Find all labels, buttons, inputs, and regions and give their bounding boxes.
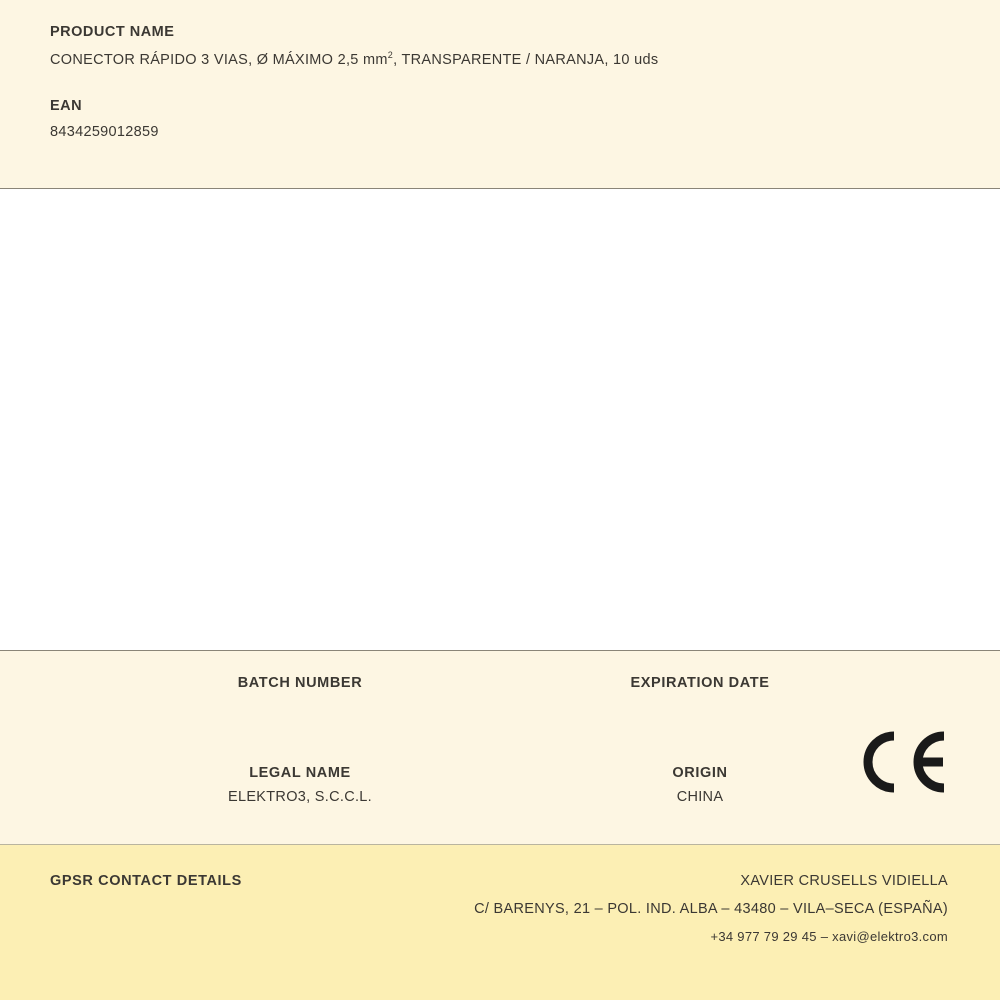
origin-value: CHINA bbox=[676, 789, 724, 805]
batch-number-label: BATCH NUMBER bbox=[237, 675, 363, 691]
spacer bbox=[50, 68, 950, 98]
gpsr-contact-phone-email: +34 977 79 29 45 – xavi@elektro3.com bbox=[710, 929, 948, 944]
gpsr-footer bbox=[0, 845, 1000, 1000]
ce-mark-icon bbox=[856, 729, 948, 795]
legal-name-field bbox=[100, 765, 500, 805]
ean-value: 8434259012859 bbox=[50, 123, 159, 140]
gpsr-contact-address: C/ BARENYS, 21 – POL. IND. ALBA – 43480 – VILA–SECA (ESPAÑA) bbox=[474, 901, 948, 917]
origin-label: ORIGIN bbox=[672, 765, 728, 781]
product-name-text-post: , TRANSPARENTE / NARANJA, 10 uds bbox=[393, 51, 659, 68]
product-image-area bbox=[0, 189, 1000, 651]
legal-origin-row bbox=[100, 765, 900, 805]
legal-name-label: LEGAL NAME bbox=[249, 765, 351, 781]
product-name-text-pre: CONECTOR RÁPIDO 3 VIAS, Ø MÁXIMO 2,5 mm bbox=[50, 51, 388, 68]
traceability-block bbox=[0, 651, 1000, 845]
gpsr-contact-name: XAVIER CRUSELLS VIDIELLA bbox=[740, 873, 948, 889]
gpsr-contact-details bbox=[242, 873, 948, 944]
product-name-superscript: 2 bbox=[387, 50, 394, 60]
product-name-value bbox=[50, 50, 950, 68]
product-name-label: PRODUCT NAME bbox=[50, 24, 175, 40]
legal-name-value: ELEKTRO3, S.C.C.L. bbox=[228, 789, 372, 805]
origin-field bbox=[500, 765, 900, 805]
expiration-date-field bbox=[500, 675, 900, 699]
ean-label: EAN bbox=[50, 97, 83, 114]
batch-number-field bbox=[100, 675, 500, 699]
batch-expiration-row bbox=[100, 675, 900, 699]
gpsr-contact-label: GPSR CONTACT DETAILS bbox=[50, 873, 242, 889]
expiration-date-label: EXPIRATION DATE bbox=[630, 675, 770, 691]
product-info-block bbox=[0, 0, 1000, 189]
